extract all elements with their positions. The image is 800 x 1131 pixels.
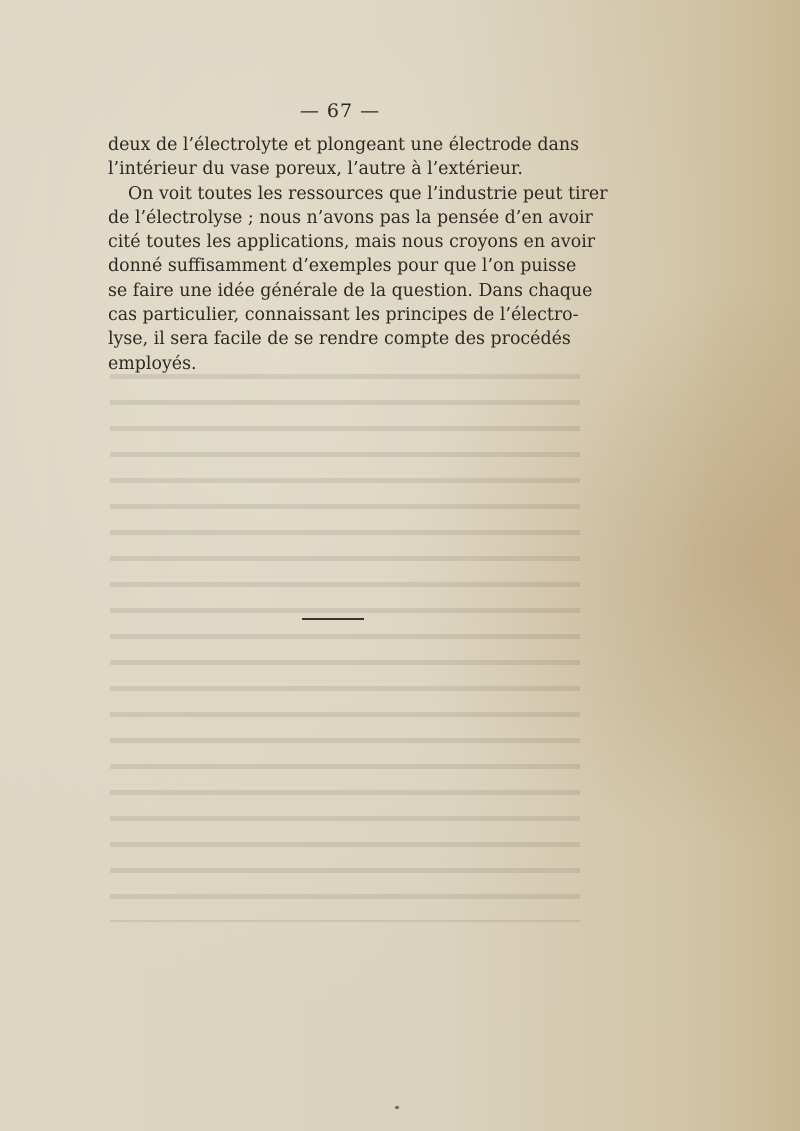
text-line: deux de l’électrolyte et plongeant une électrode dans <box>108 135 579 155</box>
text-line: lyse, il sera facile de se rendre compte des procédés <box>108 329 571 350</box>
paragraph-2 <box>108 182 608 376</box>
section-end-rule <box>302 618 364 620</box>
text-line: On voit toutes les ressources que l’industrie peut tirer <box>128 183 608 204</box>
text-line: cas particulier, connaissant les principes de l’électro- <box>108 305 579 326</box>
page-number: — 67 — <box>299 100 381 122</box>
paper-speck <box>395 1106 399 1109</box>
paragraph-1 <box>108 133 579 182</box>
text-line: se faire une idée générale de la question. Dans chaque <box>108 280 593 301</box>
text-line: l’intérieur du vase poreux, l’autre à l’extérieur. <box>108 159 523 180</box>
bleed-through-text <box>110 362 580 922</box>
text-line: donné suffisamment d’exemples pour que l’on puisse <box>108 256 577 277</box>
text-line: de l’électrolyse ; nous n’avons pas la pensée d’en avoir <box>108 207 593 228</box>
text-line: employés. <box>108 353 197 374</box>
text-line: cité toutes les applications, mais nous croyons en avoir <box>108 232 596 253</box>
body-text <box>108 133 608 376</box>
